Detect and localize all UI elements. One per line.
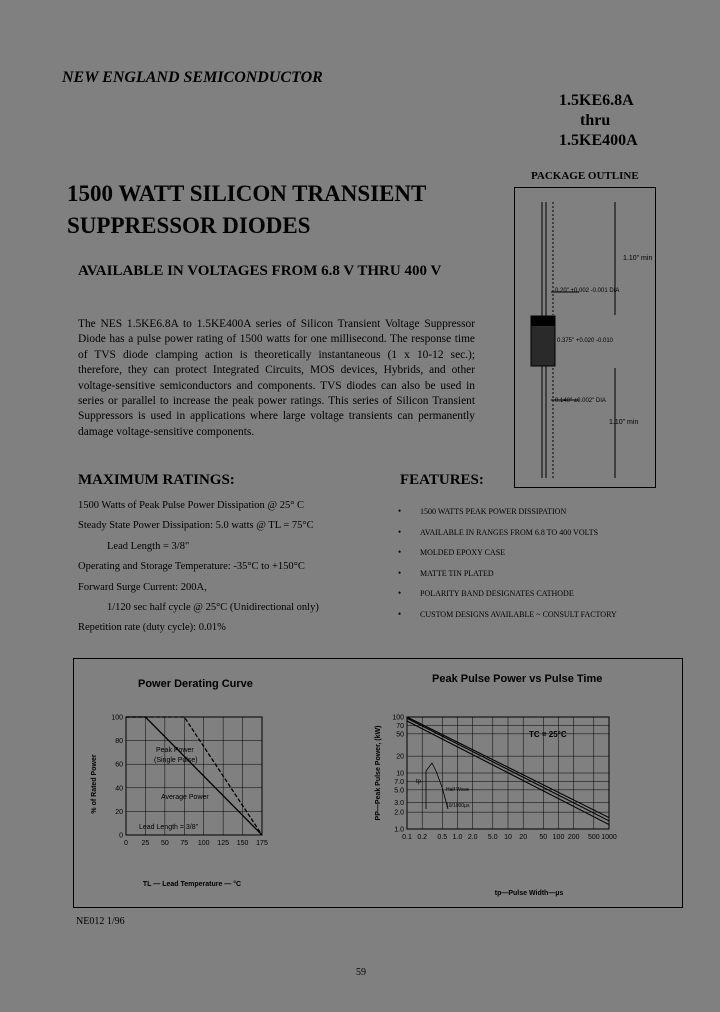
pulse-y-tick-label: 2.0 (394, 809, 404, 817)
feature-text: MOLDED EPOXY CASE (420, 548, 506, 557)
voltage-range-heading: AVAILABLE IN VOLTAGES FROM 6.8 V THRU 400 V (78, 263, 442, 279)
pulse-annot-halfwave: Half Wave (446, 787, 469, 793)
derating-y-tick-label: 40 (115, 785, 123, 793)
derating-ylabel: % of Rated Power (91, 754, 98, 814)
bullet-icon: • (398, 608, 402, 619)
package-outline-title: PACKAGE OUTLINE (531, 170, 639, 182)
pulse-y-tick-label: 7.0 (394, 779, 404, 787)
bullet-icon: • (398, 526, 402, 537)
bullet-icon: • (398, 506, 402, 516)
features-list (398, 506, 617, 629)
derating-x-tick-label: 75 (180, 840, 189, 847)
pulse-y-tick-label: 5.0 (394, 787, 404, 795)
pulse-x-tick-label: 20 (519, 834, 528, 841)
rating-temperature: Operating and Storage Temperature: -35°C to +150°C (78, 561, 305, 572)
pulse-y-tick-label: 50 (396, 731, 404, 739)
part-number-thru: thru (580, 112, 611, 129)
derating-x-tick-label: 150 (236, 840, 249, 847)
dim-lead-bottom: 1.10" min (609, 419, 639, 426)
document-code: NE012 1/96 (76, 916, 125, 927)
feature-item (398, 568, 617, 589)
pulse-y-tick-label: 100 (392, 714, 404, 722)
pulse-y-tick-label: 1.0 (394, 826, 404, 834)
pulse-xlabel: tp—Pulse Width—µs (494, 890, 564, 897)
features-heading: FEATURES: (400, 472, 484, 488)
derating-plot-frame (126, 717, 262, 835)
derating-x-tick-label: 0 (124, 840, 128, 847)
pulse-annot-tp: tp (416, 779, 422, 785)
pulse-x-tick-label: 100 (552, 834, 565, 841)
description-paragraph: The NES 1.5KE6.8A to 1.5KE400A series of Silicon Transient Voltage Suppressor Diode has a pulse power rating of 1500 watts for one millisecond. The response time of TVS diode clamping action is theoretically instantaneous (1 x 10-12 sec.); therefore, they can protect Integrated Circuits, MOS devices, Hybrids, and other voltage-sensitive semiconductors and components. TVS diodes can also be used in series or parallel to increase the peak power ratings. This series of Silicon Transient Suppressors is used in applications where large voltage transients can permanently damage voltage-sensitive components. (78, 318, 475, 438)
feature-item (398, 506, 617, 527)
derating-y-tick-label: 60 (115, 761, 123, 769)
feature-text: MATTE TIN PLATED (420, 568, 494, 578)
derating-annot-single: (Single Pulse) (154, 757, 198, 764)
pulse-x-tick-label: 500 (587, 834, 600, 841)
rating-surge-current: Forward Surge Current: 200A, (78, 582, 207, 593)
pulse-y-tick-label: 3.0 (394, 799, 404, 807)
feature-item (398, 609, 617, 630)
dim-lead-top: 1.10" min (623, 255, 653, 262)
pulse-chart-title: Peak Pulse Power vs Pulse Time (432, 673, 603, 685)
pulse-ylabel: PP—Peak Pulse Power, (kW) (375, 725, 382, 821)
pulse-y-tick-label: 10 (396, 770, 404, 778)
derating-annot-peak: Peak Power (156, 747, 194, 754)
part-number-start: 1.5KE6.8A (559, 92, 634, 109)
pulse-x-tick-label: 0.2 (417, 834, 428, 841)
feature-item (398, 547, 617, 568)
pulse-x-tick-label: 5.0 (487, 834, 498, 841)
derating-chart-title: Power Derating Curve (138, 678, 253, 690)
charts-panel (73, 658, 683, 908)
dim-lead-dia: 0.20" +0.002 -0.001 DIA (555, 288, 620, 294)
rating-lead-length: Lead Length = 3/8" (107, 541, 190, 552)
feature-item (398, 588, 617, 609)
bullet-icon: • (398, 588, 402, 598)
derating-y-tick-label: 100 (111, 714, 123, 722)
main-title-line2: SUPPRESSOR DIODES (67, 213, 311, 238)
company-name: NEW ENGLAND SEMICONDUCTOR (62, 69, 323, 86)
main-title (67, 178, 426, 242)
part-number-end: 1.5KE400A (559, 132, 638, 149)
derating-x-tick-label: 125 (217, 840, 229, 847)
max-ratings-heading: MAXIMUM RATINGS: (78, 472, 235, 488)
derating-annot-average: Average Power (161, 794, 209, 801)
derating-y-tick-label: 0 (119, 832, 123, 840)
pulse-y-tick-label: 20 (396, 753, 404, 761)
derating-annot-lead: Lead Length = 3/8" (139, 824, 199, 831)
pulse-x-tick-label: 0.5 (437, 834, 448, 841)
derating-x-tick-label: 25 (141, 840, 150, 847)
derating-x-tick-label: 100 (197, 840, 210, 847)
pulse-y-tick-label: 70 (396, 723, 404, 731)
page-number: 59 (356, 967, 366, 978)
derating-xlabel: TL — Lead Temperature — °C (142, 881, 242, 888)
rating-half-cycle: 1/120 sec half cycle @ 25°C (Unidirectional only) (107, 602, 319, 613)
feature-text: POLARITY BAND DESIGNATES CATHODE (420, 589, 574, 598)
package-outline-box (514, 187, 656, 488)
feature-item (398, 527, 617, 548)
pulse-x-tick-label: 0.1 (402, 834, 412, 841)
pulse-annot-tc: TC = 25°C (529, 730, 567, 739)
feature-text: CUSTOM DESIGNS AVAILABLE ~ CONSULT FACTORY (420, 609, 617, 619)
derating-series-line (126, 717, 262, 835)
pulse-x-tick-label: 1.0 (452, 834, 463, 841)
bullet-icon: • (398, 547, 402, 557)
pulse-x-tick-label: 1000 (601, 834, 617, 841)
rating-steady-state: Steady State Power Dissipation: 5.0 watts @ TL = 75°C (78, 520, 314, 531)
pulse-x-tick-label: 200 (567, 834, 580, 841)
charts-svg (74, 659, 682, 907)
bullet-icon: • (398, 567, 402, 578)
main-title-line1: 1500 WATT SILICON TRANSIENT (67, 181, 427, 206)
pulse-chart (392, 715, 617, 842)
rating-repetition: Repetition rate (duty cycle): 0.01% (78, 622, 226, 633)
pulse-x-tick-label: 50 (539, 834, 548, 841)
derating-x-tick-label: 175 (256, 840, 268, 847)
feature-text: AVAILABLE IN RANGES FROM 6.8 TO 400 VOLTS (420, 527, 599, 537)
dim-body-len: 0.375" +0.020 -0.010 (557, 338, 614, 344)
rating-peak-power: 1500 Watts of Peak Pulse Power Dissipation @ 25° C (78, 500, 305, 511)
dim-body-dia: 0.140" ±0.002" DIA (555, 398, 606, 404)
derating-x-tick-label: 50 (160, 840, 169, 847)
feature-text: 1500 WATTS PEAK POWER DISSIPATION (420, 507, 567, 516)
pulse-x-tick-label: 10 (504, 834, 512, 841)
derating-y-tick-label: 20 (115, 808, 123, 816)
derating-series-line (126, 717, 262, 835)
derating-y-tick-label: 80 (115, 738, 123, 746)
pulse-annot-10-1000: 10/1000µs (446, 803, 470, 809)
package-outline-drawing (515, 188, 655, 487)
pulse-x-tick-label: 2.0 (467, 834, 478, 841)
